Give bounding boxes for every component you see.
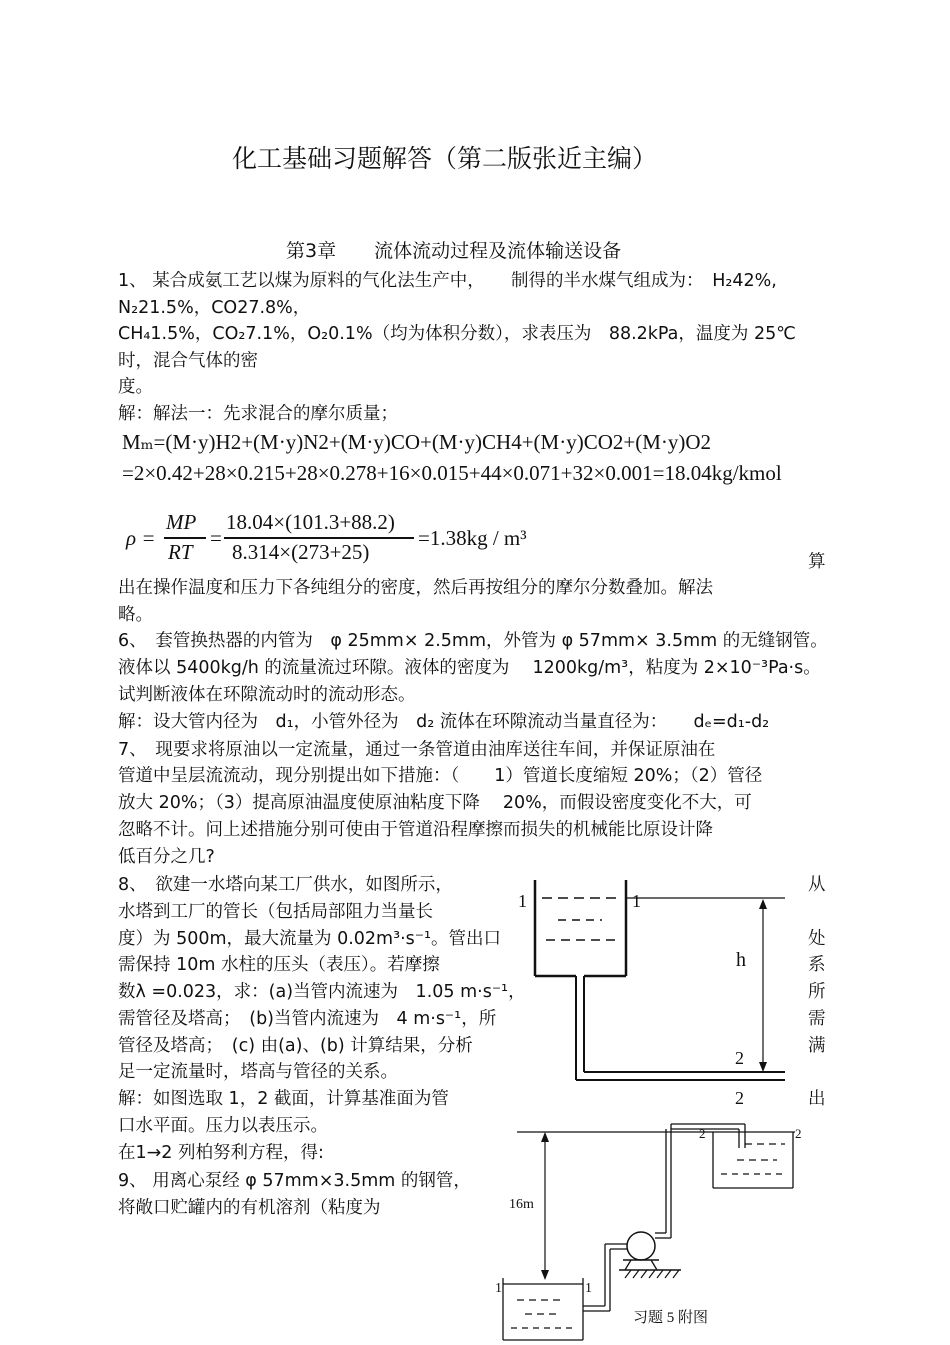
q1-line4: 时，混合气体的密 [118,351,258,371]
density-result: =1.38kg / m³ [418,526,527,550]
sol1-side-char: 算 [808,552,826,572]
water-tower-figure [510,872,800,1112]
q9-line2: 将敞口贮罐内的有机溶剂（粘度为 [118,1198,381,1218]
q8-line8: 足一定流量时，塔高与管径的关系。 [118,1062,398,1082]
q8-sol-line2: 口水平面。压力以表压示。 [118,1116,328,1136]
q7-line1: 7、 现要求将原油以一定流量，通过一条管道由油库送往车间，并保证原油在 [118,740,716,760]
q8-line4: 需保持 10m 水柱的压头（表压）。若摩擦 [118,955,440,975]
q8-line1: 8、 欲建一水塔向某工厂供水，如图所示， [118,875,453,895]
q1-line5: 度。 [118,377,153,397]
frac-denominator: 8.314×(273+25) [232,540,370,564]
q8-right-char: 出 [808,1089,826,1109]
fig2-label-1-left: 1 [495,1281,502,1296]
fig2-caption: 习题 5 附图 [633,1310,709,1326]
fig1-label-1-left: 1 [518,891,527,911]
fig1-label-2-below: 2 [735,1088,744,1108]
q6-solution: 解：设大管内径为 d₁，小管外径为 d₂ 流体在环隙流动当量直径为： dₑ=d₁-d₂ [118,712,770,732]
frac-numerator: 18.04×(101.3+88.2) [226,510,395,534]
q7-line5: 低百分之几? [118,847,215,867]
fig2-label-1-right: 1 [585,1281,592,1296]
sol1-intro: 解：解法一：先求混合的摩尔质量； [118,404,398,424]
q6-line3: 试判断液体在环隙流动时的流动形态。 [118,685,416,705]
q8-sol-line1: 解：如图选取 1，2 截面，计算基准面为管 [118,1089,449,1109]
sol1-eq1: Mₘ=(M·y)H2+(M·y)N2+(M·y)CO+(M·y)CH4+(M·y)CO2+(M·y)O2 [122,430,712,454]
rho-lhs: ρ = [126,526,156,550]
q8-right-char: 从 [808,875,826,895]
q6-line2: 液体以 5400kg/h 的流量流过环隙。液体的密度为 1200kg/m³，粘度为 2×10⁻³Pa·s。 [118,658,821,678]
fig2-label-2-left: 2 [699,1126,706,1141]
fig2-label-2-right: 2 [795,1126,802,1141]
q8-line2: 水塔到工厂的管长（包括局部阻力当量长 [118,902,433,922]
q8-right-char: 处 [808,929,826,949]
q7-line2: 管道中呈层流流动，现分别提出如下措施：（ 1）管道长度缩短 20%；（2）管径 [118,766,763,786]
q8-line3: 度）为 500m，最大流量为 0.02m³·s⁻¹。管出口 [118,929,502,949]
q8-sol-line3: 在1→2 列柏努利方程，得: [118,1143,324,1163]
q8-right-char: 系 [808,955,826,975]
q1-line2: N₂21.5%，CO27.8%， [118,298,311,318]
fig1-label-h: h [736,949,746,971]
q8-line7: 管径及塔高； (c) 由(a)、(b) 计算结果，分析 [118,1036,473,1056]
sol1-eq2: =2×0.42+28×0.215+28×0.278+16×0.015+44×0.071+32×0.001=18.04kg/kmol [122,461,782,485]
fig2-label-16m: 16m [509,1197,534,1212]
page-title: 化工基础习题解答（第二版张近主编） [232,144,658,173]
q8-right-char: 满 [808,1036,826,1056]
sol1-method2-line1: 出在操作温度和压力下各纯组分的密度，然后再按组分的摩尔分数叠加。解法 [118,578,713,598]
q6-line1: 6、 套管换热器的内管为 φ 25mm× 2.5mm，外管为 φ 57mm× 3.5mm 的无缝钢管。 [118,631,828,651]
chapter-heading: 第3章 流体流动过程及流体输送设备 [286,240,622,262]
frac-rt: RT [168,540,193,564]
q8-line6: 需管径及塔高； (b)当管内流速为 4 m·s⁻¹，所 [118,1009,497,1029]
q7-line3: 放大 20%；（3）提高原油温度使原油粘度下降 20%，而假设密度变化不大，可 [118,793,752,813]
sol1-method2-line2: 略。 [118,605,153,625]
q1-line3: CH₄1.5%，CO₂7.1%，O₂0.1%（均为体积分数），求表压为 88.2kPa，温度为 25℃ [118,324,796,344]
fig1-label-2: 2 [735,1048,744,1068]
q9-line1: 9、 用离心泵经 φ 57mm×3.5mm 的钢管， [118,1171,471,1191]
q8-right-char: 需 [808,1009,826,1029]
q1-line1: 1、 某合成氨工艺以煤为原料的气化法生产中， 制得的半水煤气组成为： H₂42%, [118,271,777,291]
pump-system-figure [495,1118,815,1343]
density-equation: ρ = MP RT = 18.04×(101.3+88.2) 8.314×(273+25) =1.38kg / m³ [126,510,527,564]
frac-mp: MP [166,510,197,534]
fig1-label-1-right: 1 [632,891,641,911]
q8-line5: 数λ =0.023，求：(a)当管内流速为 1.05 m·s⁻¹， [118,982,526,1002]
q8-right-char: 所 [808,982,826,1002]
q7-line4: 忽略不计。问上述措施分别可使由于管道沿程摩擦而损失的机械能比原设计降 [118,820,713,840]
